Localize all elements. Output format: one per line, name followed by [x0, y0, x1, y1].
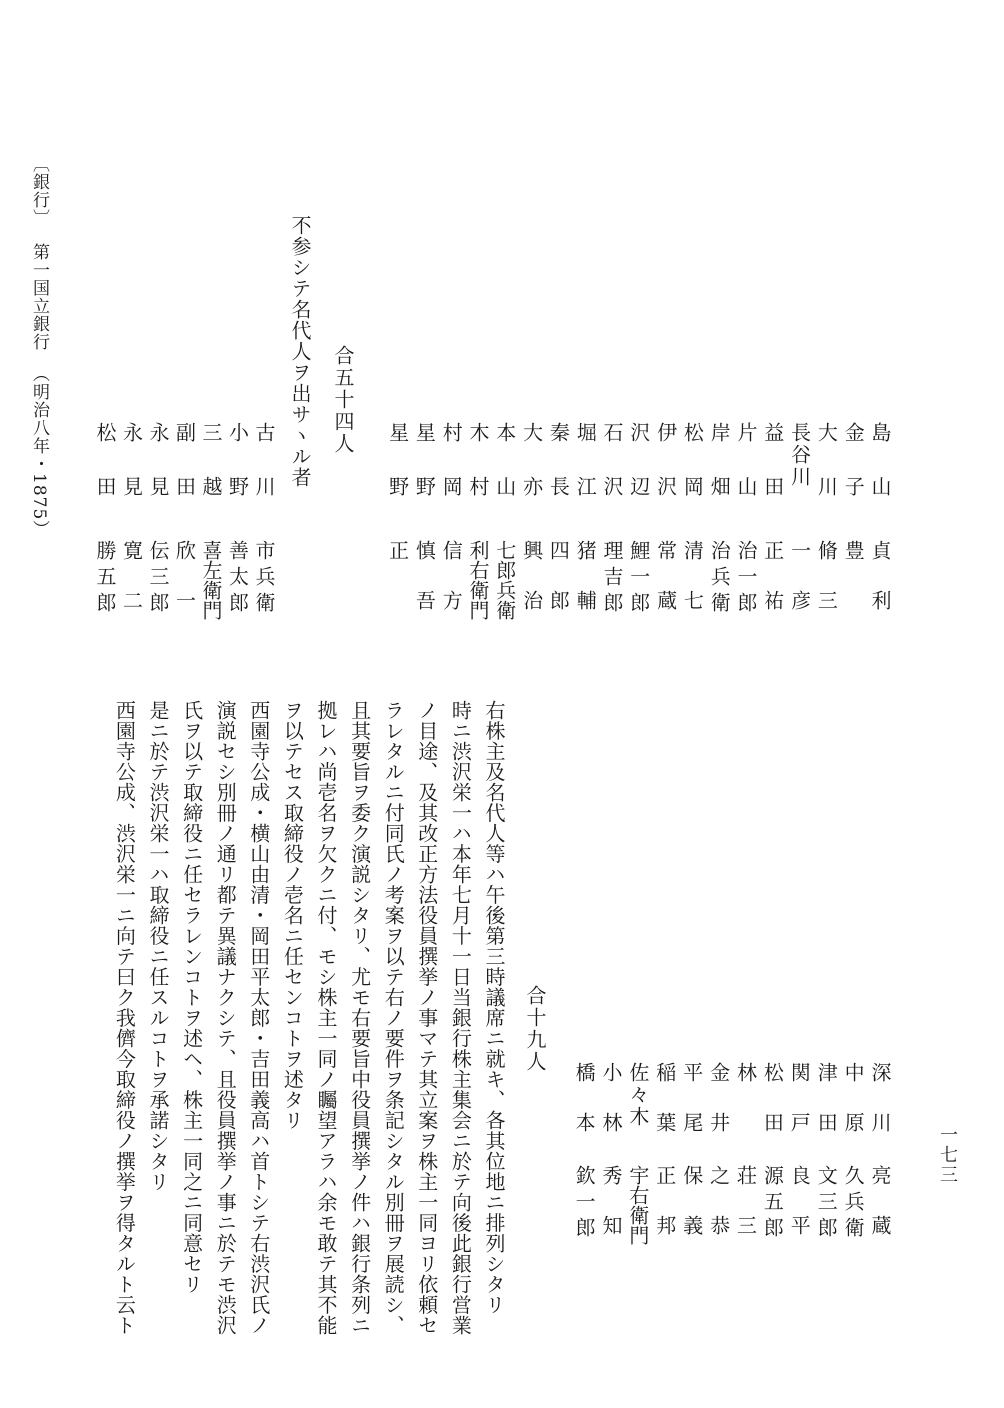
surname: 岸畑	[707, 422, 732, 530]
given-name: 保義	[679, 1165, 704, 1265]
surname: 関戸	[787, 1062, 812, 1162]
given-name: 治一郎	[734, 540, 758, 618]
surname: 木村	[466, 422, 490, 530]
given-name: 亮蔵	[868, 1165, 892, 1265]
surname: 深川	[868, 1062, 892, 1162]
surname: 金井	[706, 1062, 731, 1162]
body-line: 西園寺公成、渋沢栄一ニ向テ曰ク我儕今取締役ノ撰挙ヲ得タルト云ト	[112, 700, 137, 1336]
surname: 沢辺	[626, 422, 651, 530]
surname: 秦長	[546, 422, 571, 530]
body-line: 是ニ於テ渋沢栄一ハ取締役ニ任スルコトヲ承諾シタリ	[146, 700, 170, 1192]
surname: 松岡	[680, 422, 705, 530]
surname: 伊沢	[653, 422, 678, 530]
body-line: ヲ以テセス取締役ノ壱名ニ任センコトヲ述タリ	[280, 700, 305, 1131]
body-line: 右株主及名代人等ハ午後第三時議席ニ就キ、各其位地ニ排列シタリ	[482, 700, 506, 1315]
header-title: 第一国立銀行	[29, 243, 49, 351]
given-name: 文三郎	[814, 1165, 839, 1243]
surname: 永見	[146, 422, 170, 530]
surname: 石沢	[600, 422, 624, 530]
given-name: 興治	[519, 540, 544, 640]
given-name: 宇右衛門	[625, 1165, 650, 1245]
given-name: 貞利	[868, 540, 892, 640]
surname: 益田	[760, 422, 785, 530]
given-name: 市兵衛	[252, 540, 276, 618]
given-name: 喜左衛門	[199, 540, 223, 620]
header-section: 〔銀行〕	[29, 155, 49, 227]
given-name: 清七	[680, 540, 705, 640]
total-nineteen: 合十九人	[523, 985, 547, 1073]
total-fifty-four: 合五十四人	[331, 345, 355, 455]
surname: 松田	[760, 1062, 785, 1162]
given-name: 秀知	[599, 1165, 623, 1265]
surname: 平尾	[679, 1062, 704, 1162]
surname: 永見	[119, 422, 144, 530]
given-name: 豊	[841, 540, 866, 590]
given-name: 常蔵	[653, 540, 678, 640]
surname: 島山	[868, 422, 892, 530]
given-name: 一彦	[787, 540, 812, 640]
given-name: 勝五郎	[93, 540, 117, 618]
body-line: 拠レハ尚壱名ヲ欠クニ付、モシ株主一同ノ矚望アラハ余モ敢テ其不能	[314, 700, 338, 1336]
given-name: 寛二	[119, 540, 144, 640]
body-line: ノ目途、及其改正方法役員撰挙ノ事マテ其立案ヲ株主一同ヨリ依頼セ	[414, 700, 439, 1336]
surname: 長谷川	[787, 422, 812, 488]
surname: 橋本	[572, 1062, 597, 1162]
surname: 中原	[841, 1062, 866, 1162]
body-line: 時ニ渋沢栄一ハ本年七月十一日当銀行株主集会ニ於テ向後此銀行営業	[448, 700, 473, 1336]
surname: 副田	[172, 422, 197, 530]
surname: 松田	[93, 422, 117, 530]
given-name: 四郎	[546, 540, 571, 640]
given-name: 久兵衛	[841, 1165, 866, 1243]
surname: 星野	[385, 422, 410, 530]
given-name: 正邦	[652, 1165, 677, 1265]
given-name: 慎吾	[412, 540, 437, 640]
surname: 小野	[225, 422, 250, 530]
surname: 本山	[492, 422, 517, 530]
surname: 津田	[814, 1062, 839, 1162]
surname: 小林	[599, 1062, 623, 1162]
given-name: 之恭	[706, 1165, 731, 1265]
body-line: 且其要旨ヲ委ク演説シタリ、尤モ右要旨中役員撰挙ノ件ハ銀行条列ニ	[347, 700, 372, 1336]
given-name: 七郎兵衛	[492, 540, 517, 620]
header-year: （明治八年・1875）	[29, 365, 49, 539]
body-line: 演説セシ別冊ノ通リ都テ異議ナクシテ、且役員撰挙ノ事ニ於テモ渋沢	[213, 700, 238, 1336]
given-name: 治兵衛	[707, 540, 732, 618]
surname: 三越	[199, 422, 223, 530]
given-name: 伝三郎	[146, 540, 170, 618]
given-name: 正祐	[760, 540, 785, 640]
body-line: ラレタルニ付同氏ノ考案ヲ以テ右ノ要件ヲ条記シタル別冊ヲ展読シ、	[381, 700, 406, 1336]
surname: 星野	[412, 422, 437, 530]
surname: 村岡	[439, 422, 464, 530]
given-name: 欣一	[172, 540, 197, 640]
body-line: 西園寺公成・横山由清・岡田平太郎・吉田義高ハ首トシテ右渋沢氏ノ	[246, 700, 271, 1336]
given-name: 正	[385, 540, 410, 590]
page-number: 一七三	[937, 1125, 958, 1185]
surname: 堀江	[573, 422, 598, 530]
given-name: 荘三	[733, 1165, 758, 1265]
surname: 大亦	[519, 422, 544, 530]
surname: 稲葉	[652, 1062, 677, 1162]
given-name: 欽一郎	[572, 1165, 597, 1243]
proxy-heading: 不参シテ名代人ヲ出サヽル者	[288, 215, 312, 488]
surname: 大川	[814, 422, 839, 530]
surname: 佐々木	[625, 1062, 650, 1128]
given-name: 脩三	[814, 540, 839, 640]
given-name: 源五郎	[760, 1165, 785, 1243]
running-header	[30, 155, 47, 538]
surname: 古川	[252, 422, 276, 530]
given-name: 善太郎	[225, 540, 250, 618]
surname: 片山	[734, 422, 758, 530]
given-name: 利右衛門	[466, 540, 490, 620]
given-name: 信方	[439, 540, 464, 640]
given-name: 猪輔	[573, 540, 598, 640]
given-name: 良平	[787, 1165, 812, 1265]
surname: 金子	[841, 422, 866, 530]
surname: 林	[733, 1062, 758, 1112]
given-name: 鯉一郎	[626, 540, 651, 618]
given-name: 理吉郎	[600, 540, 624, 618]
body-line: 氏ヲ以テ取締役ニ任セラレンコトヲ述ヘ、株主一同之ニ同意セリ	[179, 700, 204, 1295]
